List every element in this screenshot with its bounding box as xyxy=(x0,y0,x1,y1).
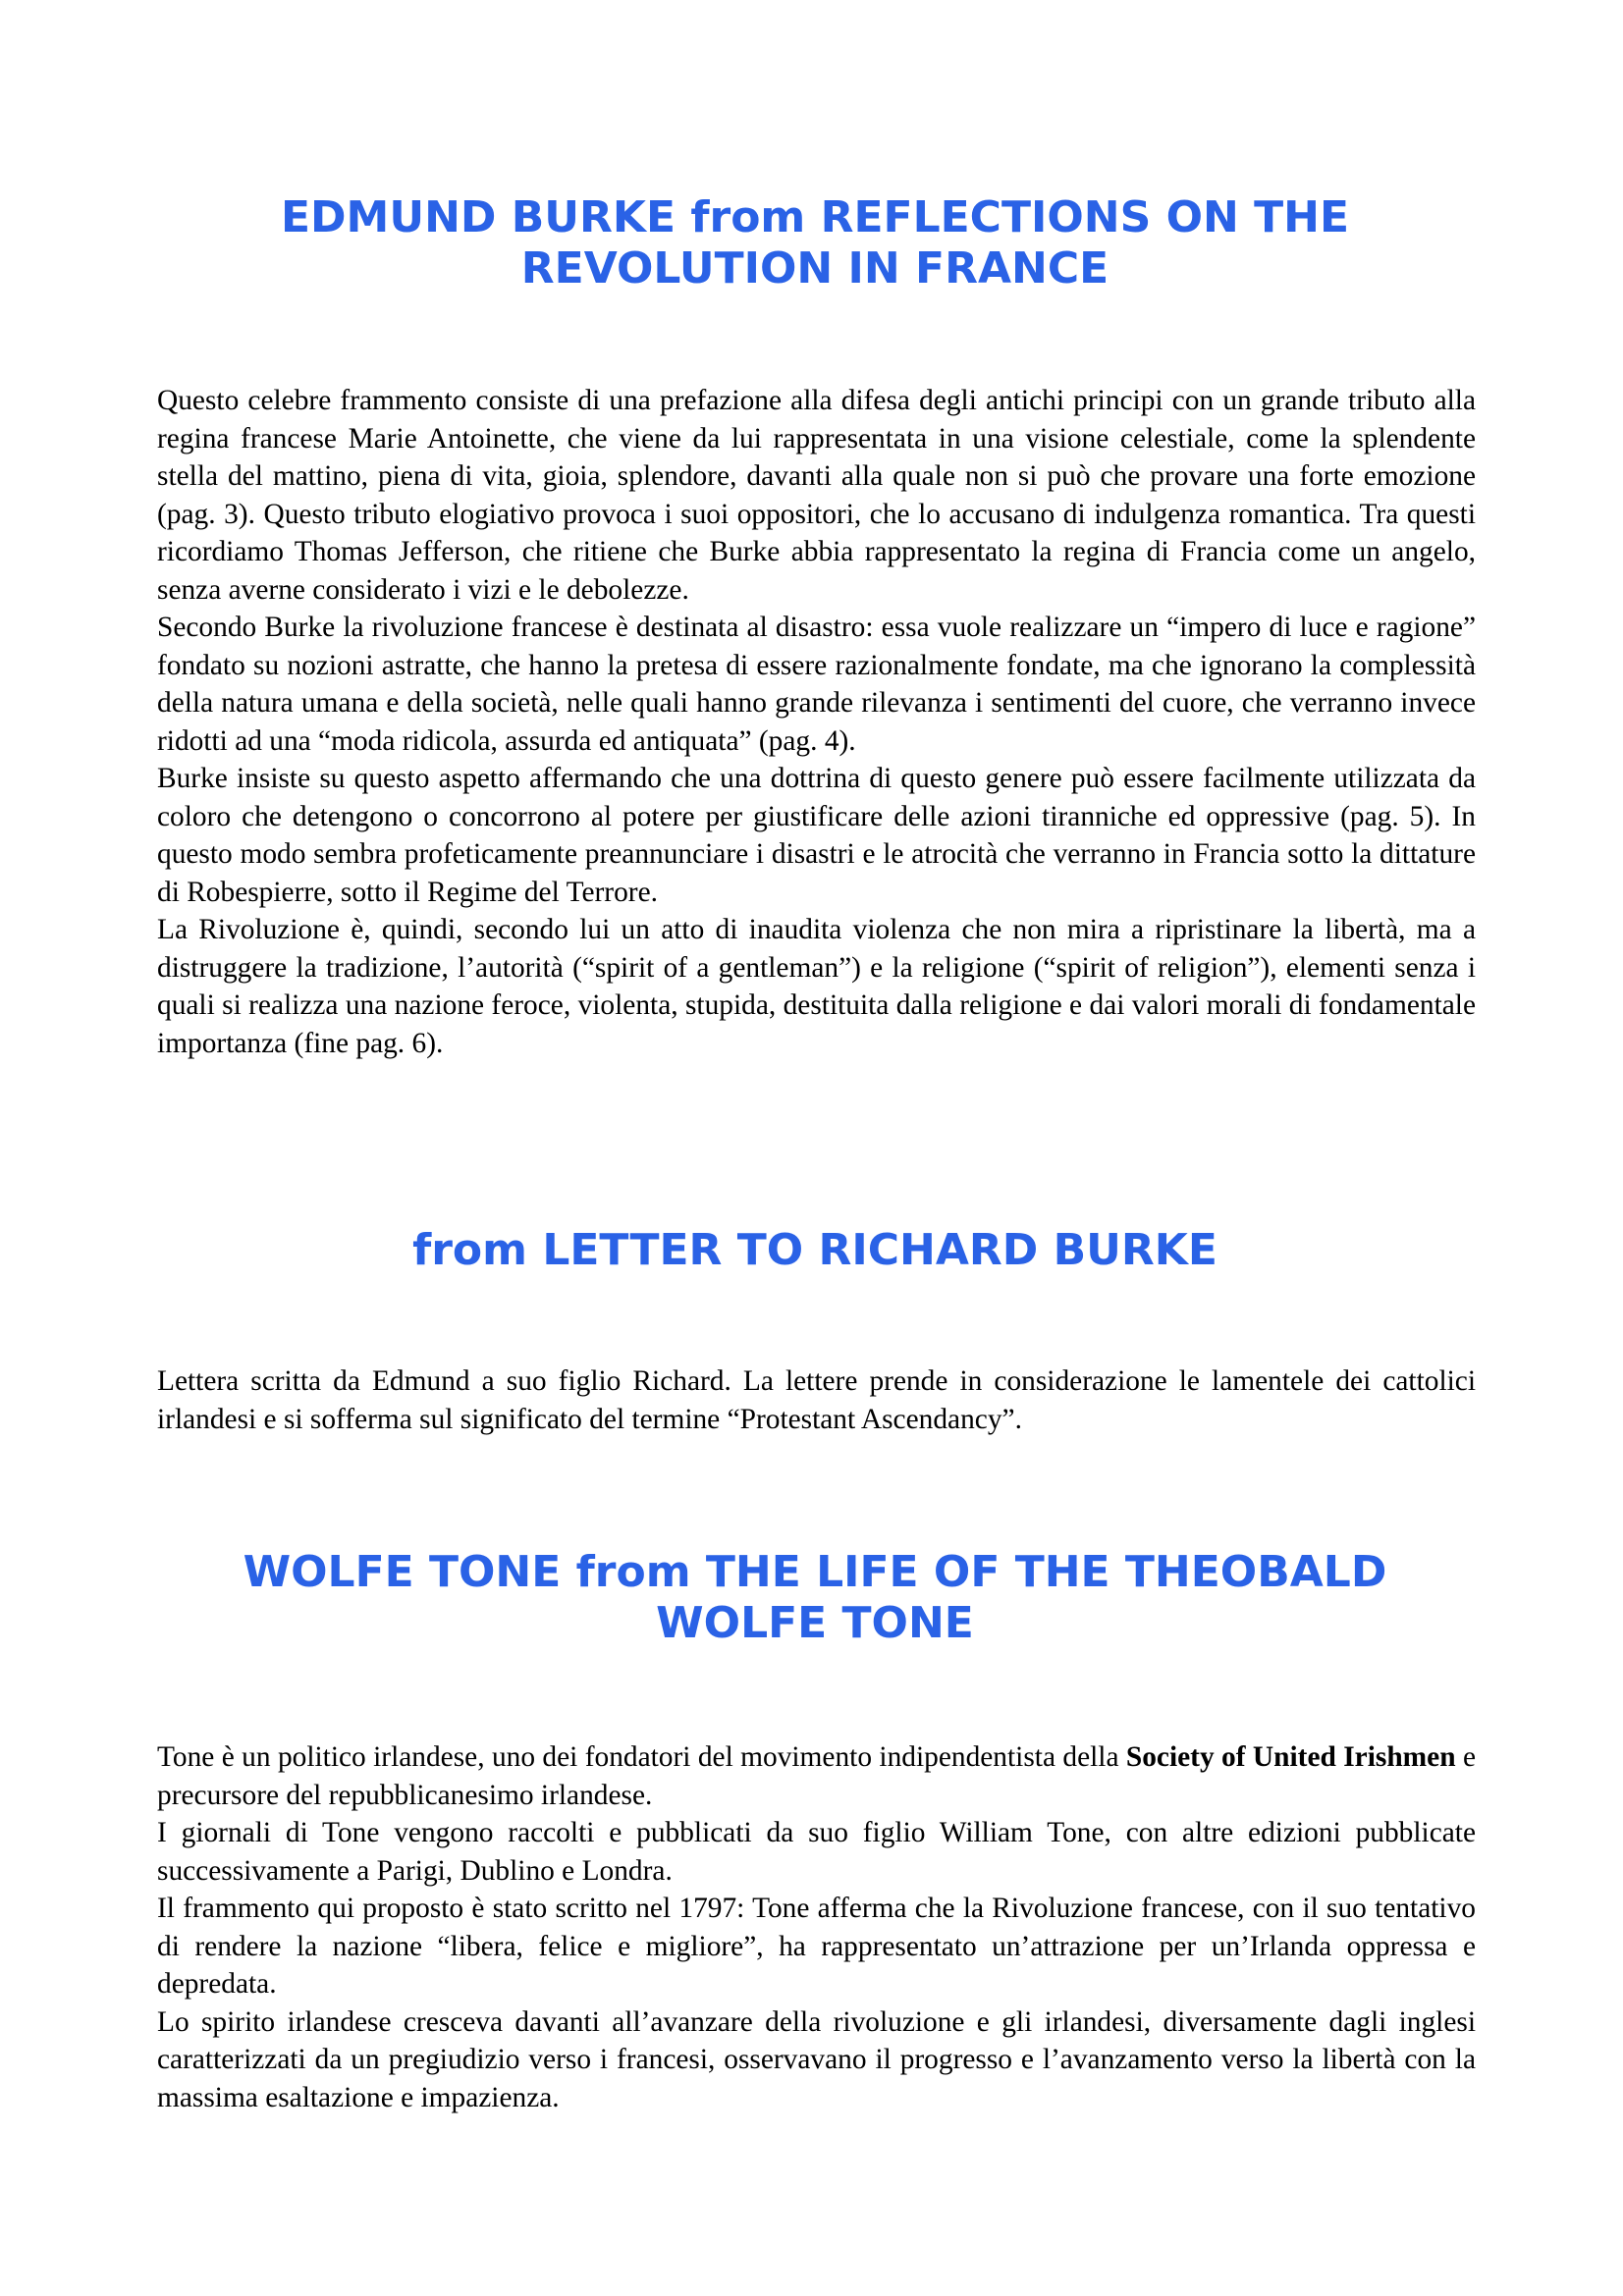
paragraph: Il frammento qui proposto è stato scritto nel 1797: Tone afferma che la Rivoluzione francese, con il suo tentativo di rendere la nazione “libera, felice e migliore”, ha rappresentato un’attrazione per un’Irlanda oppressa e depredata. xyxy=(157,1893,1476,2000)
paragraph-text: Tone è un politico irlandese, uno dei fondatori del movimento indipendentista della xyxy=(157,1741,1126,1773)
section-heading-letter xyxy=(157,1225,1473,1276)
paragraph: Burke insiste su questo aspetto affermando che una dottrina di questo genere può essere facilmente utilizzata da coloro che detengono o concorrono al potere per giustificare delle azioni tiranniche ed oppressive (pag. 5). In questo modo sembra profeticamente preannunciare i disastri e le atrocità che verranno in Francia sotto la dittature di Robespierre, sotto il Regime del Terrore. xyxy=(157,763,1476,908)
organization-name: Society of United Irishmen xyxy=(1125,1741,1456,1773)
section-body-letter xyxy=(157,1362,1476,1438)
paragraph-text: e precursore del repubblicanesimo irlandese. xyxy=(157,1741,1476,1811)
section-heading-tone xyxy=(157,1547,1473,1649)
section-body-tone xyxy=(157,1738,1476,2116)
paragraph: Questo celebre frammento consiste di una prefazione alla difesa degli antichi principi con un grande tributo alla regina francese Marie Antoinette, che viene da lui rappresentata in una visione celestiale, come la splendente stella del mattino, piena di vita, gioia, splendore, davanti alla quale non si può che provare una forte emozione (pag. 3). Questo tributo elogiativo provoca i suoi oppositori, che lo accusano di indulgenza romantica. Tra questi ricordiamo Thomas Jefferson, che ritiene che Burke abbia rappresentato la regina di Francia come un angelo, senza averne considerato i vizi e le debolezze. xyxy=(157,385,1476,606)
heading-line-1: WOLFE TONE from THE LIFE OF THE THEOBALD xyxy=(243,1547,1387,1597)
heading-line-2: REVOLUTION IN FRANCE xyxy=(520,243,1109,294)
section-body-burke xyxy=(157,382,1476,1062)
paragraph: I giornali di Tone vengono raccolti e pubblicati da suo figlio William Tone, con altre edizioni pubblicate successivamente a Parigi, Dublino e Londra. xyxy=(157,1817,1476,1887)
heading-line-1: from LETTER TO RICHARD BURKE xyxy=(412,1225,1217,1275)
heading-line-2: WOLFE TONE xyxy=(656,1598,974,1648)
paragraph: Lettera scritta da Edmund a suo figlio Richard. La lettere prende in considerazione le lamentele dei cattolici irlandesi e si sofferma sul significato del termine “Protestant Ascendancy”. xyxy=(157,1365,1476,1435)
paragraph xyxy=(157,1738,1476,1814)
heading-line-1: EDMUND BURKE from REFLECTIONS ON THE xyxy=(280,192,1350,242)
paragraph: La Rivoluzione è, quindi, secondo lui un atto di inaudita violenza che non mira a ripristinare la libertà, ma a distruggere la tradizione, l’autorità (“spirit of a gentleman”) e la religione (“spirit of religion”), elementi senza i quali si realizza una nazione feroce, violenta, stupida, destituita dalla religione e dai valori morali di fondamentale importanza (fine pag. 6). xyxy=(157,914,1476,1059)
section-heading-burke xyxy=(157,192,1473,294)
paragraph: Secondo Burke la rivoluzione francese è destinata al disastro: essa vuole realizzare un “impero di luce e ragione” fondato su nozioni astratte, che hanno la pretesa di essere razionalmente fondate, ma che ignorano la complessità della natura umana e della società, nelle quali hanno grande rilevanza i sentimenti del cuore, che verranno invece ridotti ad una “moda ridicola, assurda ed antiquata” (pag. 4). xyxy=(157,612,1476,757)
paragraph: Lo spirito irlandese cresceva davanti all’avanzare della rivoluzione e gli irlandesi, diversamente dagli inglesi caratterizzati da un pregiudizio verso i francesi, osservavano il progresso e l’avanzamento verso la libertà con la massima esaltazione e impazienza. xyxy=(157,2005,1476,2113)
